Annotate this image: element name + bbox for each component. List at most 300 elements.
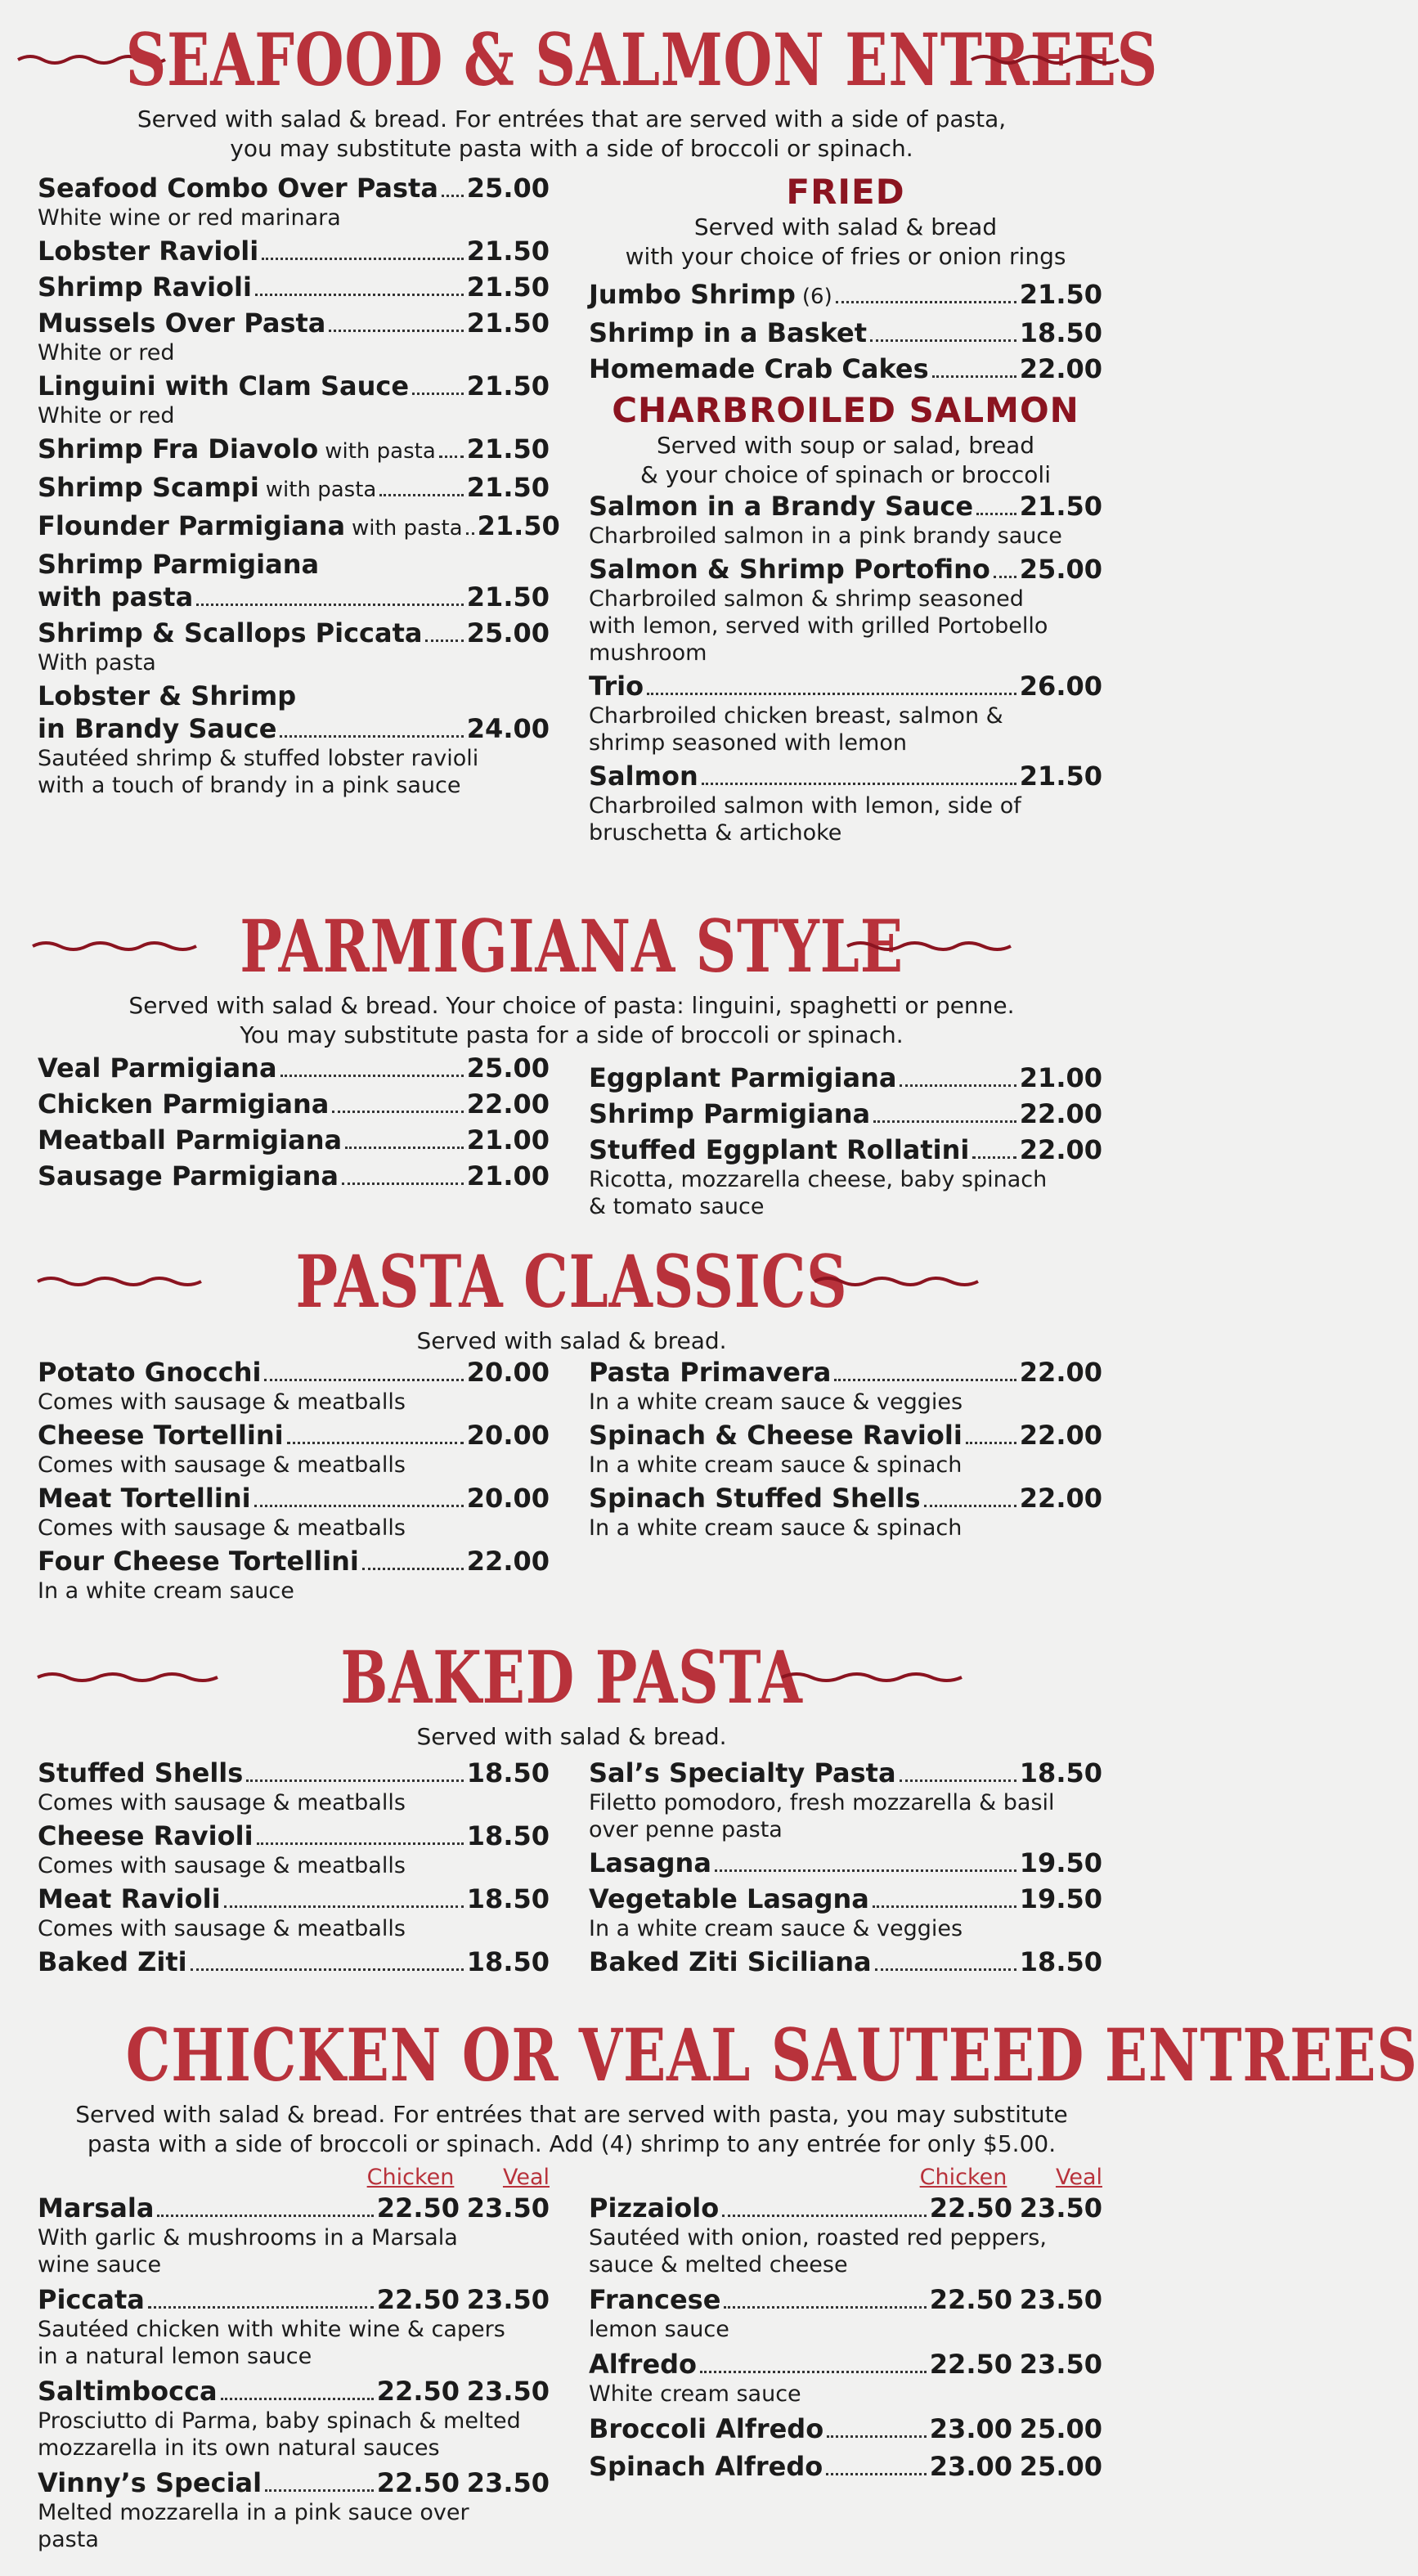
- item-price: 20.00: [466, 1357, 550, 1388]
- dot-leader: [262, 258, 464, 260]
- item-line: [589, 1883, 1102, 1915]
- item-name: Trio: [589, 671, 644, 702]
- pasta-title-row: [0, 1236, 1143, 1326]
- item-line: [38, 1124, 550, 1156]
- menu-item: [589, 1061, 1102, 1094]
- item-note: with pasta: [265, 478, 377, 502]
- item-description: mushroom: [589, 640, 707, 666]
- item-description: Sautéed shrimp & stuffed lobster ravioli: [38, 746, 479, 771]
- item-description: bruschetta & artichoke: [589, 820, 842, 846]
- menu-item: [38, 370, 550, 429]
- baked-section: [0, 1632, 1143, 1752]
- menu-item: [589, 1482, 1102, 1542]
- item-description: In a white cream sauce & spinach: [589, 1452, 963, 1478]
- dot-leader: [224, 1905, 464, 1908]
- item-name-line: [38, 548, 550, 581]
- salmon-items: [589, 490, 1102, 846]
- item-price: 19.50: [1019, 1847, 1102, 1878]
- menu-item: [38, 1419, 550, 1479]
- parm-title: PARMIGIANA STYLE: [240, 904, 904, 989]
- menu-item: [589, 1356, 1102, 1416]
- item-name: Flounder Parmigiana: [38, 510, 346, 541]
- item-line: [38, 617, 550, 649]
- salmon-desc-1: Served with soup or salad, bread: [656, 432, 1035, 459]
- dot-leader: [221, 2398, 374, 2400]
- item-description: pasta: [38, 2527, 99, 2552]
- pasta-right-column: [589, 1356, 1102, 1545]
- item-name: Lobster Ravioli: [38, 236, 259, 267]
- menu-item: [589, 553, 1102, 666]
- item-line: [589, 316, 1102, 349]
- item-name: Spinach Alfredo: [589, 2451, 823, 2482]
- item-price: 24.00: [466, 713, 550, 744]
- item-name: Stuffed Eggplant Rollatini: [589, 1134, 970, 1165]
- fried-items: [589, 278, 1102, 385]
- item-name: Meatball Parmigiana: [38, 1124, 343, 1156]
- dot-leader: [265, 2489, 374, 2492]
- item-price: 25.00: [466, 617, 550, 648]
- item-description: with a touch of brandy in a pink sauce: [38, 773, 461, 798]
- dot-leader: [870, 339, 1016, 342]
- item-name: Saltimbocca: [38, 2376, 218, 2407]
- dot-leader: [647, 693, 1016, 695]
- item-line: [589, 2450, 1102, 2483]
- salmon-subhead: CHARBROILED SALMON: [612, 390, 1079, 430]
- dot-leader: [342, 1183, 464, 1185]
- item-line: [38, 1356, 550, 1389]
- dot-leader: [442, 195, 464, 197]
- item-name: Francese: [589, 2284, 721, 2315]
- item-line: [38, 2466, 550, 2499]
- item-name: Shrimp & Scallops Piccata: [38, 617, 423, 648]
- pasta-desc: Served with salad & bread.: [416, 1327, 727, 1354]
- veal-column-header: Veal: [1055, 2165, 1102, 2190]
- seafood-right-column: [589, 172, 1102, 850]
- chicken-left-items: [38, 2192, 550, 2553]
- item-name: Vegetable Lasagna: [589, 1883, 869, 1914]
- parm-left-column: [38, 1052, 550, 1196]
- item-line: [38, 307, 550, 339]
- item-name: Pasta Primavera: [589, 1357, 832, 1388]
- item-name: Meat Tortellini: [38, 1483, 251, 1514]
- menu-item: [589, 760, 1102, 846]
- item-price: 22.00: [1019, 1134, 1102, 1165]
- item-line: [38, 1052, 550, 1084]
- item-line: [38, 172, 550, 204]
- menu-item: [589, 490, 1102, 550]
- price-column-headers: [589, 2164, 1102, 2192]
- item-description: Ricotta, mozzarella cheese, baby spinach: [589, 1167, 1048, 1192]
- dot-leader: [148, 2306, 374, 2309]
- item-description: Filetto pomodoro, fresh mozzarella & basil: [589, 1790, 1055, 1815]
- item-description: over penne pasta: [589, 1817, 783, 1842]
- veal-column-header: Veal: [502, 2165, 550, 2190]
- chicken-price: 22.50: [929, 2284, 1012, 2315]
- item-price: 21.50: [1019, 279, 1102, 310]
- chicken-price: 22.50: [376, 2376, 460, 2407]
- chicken-right-column: [589, 2164, 1102, 2488]
- item-description: Comes with sausage & meatballs: [38, 1790, 406, 1815]
- veal-price: 23.50: [466, 2192, 550, 2224]
- veal-price: 23.50: [466, 2284, 550, 2315]
- menu-item: [38, 2466, 550, 2553]
- item-price: 18.50: [466, 1883, 550, 1914]
- item-description: Charbroiled salmon & shrimp seasoned: [589, 586, 1024, 612]
- chicken-desc-2: pasta with a side of broccoli or spinach. Add (4) shrimp to any entrée for only $5.00.: [87, 2130, 1057, 2157]
- item-price: 21.00: [466, 1160, 550, 1192]
- menu-item: [589, 1883, 1102, 1942]
- item-name: Alfredo: [589, 2349, 698, 2380]
- item-name: Marsala: [38, 2192, 155, 2224]
- menu-item: [38, 471, 550, 506]
- item-line: [589, 1133, 1102, 1166]
- parm-desc-2: You may substitute pasta for a side of broccoli or spinach.: [240, 1021, 904, 1048]
- baked-desc: Served with salad & bread.: [416, 1723, 727, 1750]
- salmon-desc-2: & your choice of spinach or broccoli: [640, 461, 1051, 488]
- chicken-price: 23.00: [929, 2451, 1012, 2482]
- dot-leader: [264, 1379, 463, 1381]
- dot-leader: [976, 513, 1016, 515]
- item-price: 21.50: [466, 433, 550, 464]
- item-name-line: [38, 680, 550, 712]
- dot-leader: [722, 2215, 927, 2217]
- chicken-left-column: [38, 2164, 550, 2558]
- item-name: Four Cheese Tortellini: [38, 1546, 359, 1577]
- item-price: 22.00: [466, 1546, 550, 1577]
- chicken-price: 22.50: [929, 2192, 1012, 2224]
- wave-ornament-right: [972, 52, 1119, 68]
- wave-ornament-right: [782, 1669, 962, 1685]
- item-name: Mussels Over Pasta: [38, 307, 326, 339]
- menu-item: [589, 1847, 1102, 1879]
- item-line: [589, 352, 1102, 385]
- dot-leader: [254, 1505, 464, 1507]
- menu-item: [589, 278, 1102, 313]
- menu-item: [38, 1883, 550, 1942]
- item-description: Prosciutto di Parma, baby spinach & melted: [38, 2408, 521, 2434]
- item-line: [589, 2283, 1102, 2316]
- chicken-right-items: [589, 2192, 1102, 2483]
- item-name: Lasagna: [589, 1847, 711, 1878]
- item-note: with pasta: [325, 439, 436, 464]
- menu-item: [38, 1482, 550, 1542]
- item-line: [589, 1356, 1102, 1389]
- item-line: [38, 370, 550, 402]
- menu-item: [38, 1356, 550, 1416]
- seafood-desc-2: you may substitute pasta with a side of broccoli or spinach.: [230, 135, 913, 162]
- dot-leader: [875, 1968, 1016, 1971]
- dot-leader: [157, 2215, 373, 2217]
- item-price: 26.00: [1019, 671, 1102, 702]
- item-price: 21.50: [466, 370, 550, 402]
- dot-leader: [412, 393, 464, 395]
- item-name: Shrimp in a Basket: [589, 317, 868, 348]
- menu-item: [38, 1945, 550, 1978]
- chicken-price: 22.50: [376, 2467, 460, 2498]
- wave-ornament-right: [847, 938, 1011, 954]
- item-price: 21.50: [466, 307, 550, 339]
- menu-item: [38, 1545, 550, 1604]
- seafood-title-row: [0, 15, 1159, 105]
- item-name: Seafood Combo Over Pasta: [38, 173, 438, 204]
- menu-item: [589, 1419, 1102, 1479]
- dot-leader: [255, 294, 464, 296]
- chicken-price: 22.50: [929, 2349, 1012, 2380]
- item-price: 22.00: [1019, 1098, 1102, 1129]
- dot-leader: [873, 1905, 1016, 1908]
- item-description: Sautéed with onion, roasted red peppers,: [589, 2225, 1047, 2251]
- dot-leader: [332, 1111, 463, 1113]
- dot-leader: [345, 1147, 464, 1149]
- veal-price: 23.50: [466, 2376, 550, 2407]
- chicken-price: 22.50: [376, 2192, 460, 2224]
- item-line: [589, 760, 1102, 792]
- item-description: White or red: [38, 340, 175, 366]
- item-line: [38, 1545, 550, 1577]
- menu-item: [38, 271, 550, 303]
- item-name: Linguini with Clam Sauce: [38, 370, 410, 402]
- item-description: White cream sauce: [589, 2381, 801, 2407]
- item-line: [38, 2192, 550, 2224]
- item-note: with pasta: [352, 516, 463, 541]
- item-name: Potato Gnocchi: [38, 1357, 262, 1388]
- dot-leader: [700, 2371, 927, 2373]
- item-name: Chicken Parmigiana: [38, 1088, 330, 1120]
- seafood-section: [0, 15, 1159, 164]
- item-description: Comes with sausage & meatballs: [38, 1389, 406, 1415]
- dot-leader: [191, 1968, 464, 1971]
- chicken-column-header: Chicken: [919, 2165, 1007, 2190]
- item-line: [589, 1847, 1102, 1879]
- menu-item: [589, 2348, 1102, 2408]
- item-price: 22.00: [466, 1088, 550, 1120]
- item-line: [38, 1482, 550, 1515]
- veal-price: 25.00: [1019, 2451, 1102, 2482]
- menu-item: [38, 680, 550, 799]
- menu-item: [589, 2450, 1102, 2483]
- item-price: 21.50: [477, 510, 560, 541]
- item-line: [38, 1820, 550, 1852]
- item-price: 21.50: [466, 581, 550, 613]
- menu-item: [38, 433, 550, 468]
- parm-desc-1: Served with salad & bread. Your choice of pasta: linguini, spaghetti or penne.: [128, 992, 1015, 1019]
- baked-title: BAKED PASTA: [340, 1635, 803, 1720]
- item-name: Broccoli Alfredo: [589, 2413, 824, 2444]
- menu-item: [589, 1097, 1102, 1130]
- dot-leader: [439, 456, 464, 458]
- menu-item: [38, 2375, 550, 2462]
- item-description: Comes with sausage & meatballs: [38, 1853, 406, 1878]
- parm-section: [0, 901, 1143, 1050]
- wave-ornament-right: [814, 1273, 978, 1290]
- item-name: Veal Parmigiana: [38, 1052, 277, 1084]
- dot-leader: [287, 1442, 464, 1444]
- item-description: Comes with sausage & meatballs: [38, 1452, 406, 1478]
- dot-leader: [280, 735, 463, 738]
- item-description: In a white cream sauce & spinach: [589, 1515, 963, 1541]
- item-name: Homemade Crab Cakes: [589, 353, 929, 384]
- dot-leader: [280, 1075, 464, 1077]
- item-line: [38, 1757, 550, 1789]
- item-name: Stuffed Shells: [38, 1757, 244, 1788]
- item-name: Cheese Ravioli: [38, 1820, 254, 1851]
- item-name: Salmon in a Brandy Sauce: [589, 491, 974, 522]
- dot-leader: [425, 640, 463, 642]
- item-name: Shrimp Scampi: [38, 472, 259, 503]
- item-name: Meat Ravioli: [38, 1883, 221, 1914]
- item-line: [589, 1097, 1102, 1130]
- item-price: 18.50: [1019, 317, 1102, 348]
- pasta-left-column: [38, 1356, 550, 1608]
- menu-item: [38, 2283, 550, 2370]
- baked-right-column: [589, 1757, 1102, 1981]
- item-line: [38, 1419, 550, 1452]
- chicken-title-row: [0, 2010, 1418, 2100]
- chicken-desc-1: Served with salad & bread. For entrées that are served with pasta, you may substitute: [75, 2101, 1068, 2128]
- item-name: Piccata: [38, 2284, 145, 2315]
- item-line: [589, 1757, 1102, 1789]
- dot-leader: [827, 2435, 927, 2438]
- veal-price: 23.50: [1019, 2349, 1102, 2380]
- item-price: 21.50: [1019, 761, 1102, 792]
- menu-item: [589, 2192, 1102, 2278]
- item-price: 25.00: [466, 1052, 550, 1084]
- item-description: White or red: [38, 403, 175, 429]
- item-line: [589, 278, 1102, 313]
- item-price: 21.50: [466, 236, 550, 267]
- menu-item: [589, 2283, 1102, 2343]
- dot-leader: [466, 532, 474, 535]
- dot-leader: [900, 1084, 1016, 1087]
- menu-item: [38, 1124, 550, 1156]
- veal-price: 23.50: [466, 2467, 550, 2498]
- item-price: 22.00: [1019, 1420, 1102, 1451]
- price-column-headers: [38, 2164, 550, 2192]
- dot-leader: [932, 375, 1016, 378]
- item-name: Baked Ziti: [38, 1946, 187, 1977]
- item-line: [38, 471, 550, 506]
- item-name: Eggplant Parmigiana: [589, 1062, 897, 1093]
- item-line: [589, 2192, 1102, 2224]
- item-description: White wine or red marinara: [38, 205, 341, 231]
- fried-subhead: FRIED: [786, 172, 905, 212]
- item-line: [589, 490, 1102, 523]
- item-price: 18.50: [466, 1946, 550, 1977]
- item-line: [38, 1883, 550, 1915]
- item-name: Sal’s Specialty Pasta: [589, 1757, 896, 1788]
- item-line: [38, 433, 550, 468]
- menu-item: [589, 2412, 1102, 2445]
- item-line: [589, 2412, 1102, 2445]
- item-description: shrimp seasoned with lemon: [589, 730, 907, 756]
- item-line: [38, 581, 550, 613]
- item-name: Salmon & Shrimp Portofino: [589, 554, 990, 585]
- item-name: Spinach Stuffed Shells: [589, 1483, 921, 1514]
- chicken-price: 22.50: [376, 2284, 460, 2315]
- item-description: sauce & melted cheese: [589, 2252, 848, 2278]
- item-name: Vinny’s Special: [38, 2467, 263, 2498]
- item-line: [38, 1160, 550, 1192]
- item-name: Lobster & Shrimp: [38, 680, 297, 711]
- item-name: Jumbo Shrimp: [589, 279, 796, 310]
- menu-item: [589, 670, 1102, 756]
- menu-item: [589, 1945, 1102, 1978]
- menu-item: [38, 172, 550, 231]
- chicken-column-header: Chicken: [366, 2165, 455, 2190]
- item-description: wine sauce: [38, 2252, 162, 2278]
- item-price: 20.00: [466, 1483, 550, 1514]
- item-line: [589, 670, 1102, 702]
- veal-price: 23.50: [1019, 2284, 1102, 2315]
- dot-leader: [329, 330, 463, 332]
- veal-price: 25.00: [1019, 2413, 1102, 2444]
- item-name: Cheese Tortellini: [38, 1420, 284, 1451]
- item-name: Shrimp Parmigiana: [38, 549, 320, 580]
- chicken-section: [0, 2010, 1418, 2159]
- item-price: 21.00: [466, 1124, 550, 1156]
- item-price: 18.50: [1019, 1946, 1102, 1977]
- item-description: In a white cream sauce: [38, 1578, 294, 1604]
- item-name: Shrimp Ravioli: [38, 272, 252, 303]
- dot-leader: [966, 1442, 1016, 1444]
- item-description: mozzarella in its own natural sauces: [38, 2435, 440, 2461]
- seafood-left-column: [38, 172, 560, 802]
- dot-leader: [836, 301, 1016, 303]
- dot-leader: [994, 576, 1016, 578]
- item-line: [38, 235, 550, 267]
- item-description: With pasta: [38, 650, 156, 675]
- item-price: 20.00: [466, 1420, 550, 1451]
- menu-item: [589, 352, 1102, 385]
- item-price: 22.00: [1019, 353, 1102, 384]
- item-name: in Brandy Sauce: [38, 713, 277, 744]
- item-description: Charbroiled salmon in a pink brandy sauce: [589, 523, 1062, 549]
- menu-item: [38, 1052, 550, 1084]
- dot-leader: [900, 1779, 1016, 1782]
- chicken-price: 23.00: [929, 2413, 1012, 2444]
- item-price: 21.50: [466, 272, 550, 303]
- item-name: Shrimp Parmigiana: [589, 1098, 871, 1129]
- pasta-section: [0, 1236, 1143, 1356]
- item-line: [38, 1945, 550, 1978]
- menu-item: [38, 1088, 550, 1120]
- item-description: lemon sauce: [589, 2317, 729, 2342]
- item-description: in a natural lemon sauce: [38, 2344, 312, 2369]
- item-description: Charbroiled salmon with lemon, side of: [589, 793, 1021, 819]
- item-price: 25.00: [1019, 554, 1102, 585]
- item-price: 22.00: [1019, 1483, 1102, 1514]
- parm-right-column: [589, 1061, 1102, 1223]
- menu-item: [38, 617, 550, 676]
- menu-item: [38, 509, 560, 545]
- item-line: [589, 1482, 1102, 1515]
- item-price: 21.00: [1019, 1062, 1102, 1093]
- item-line: [38, 2375, 550, 2408]
- item-line: [38, 2283, 550, 2316]
- item-name: with pasta: [38, 581, 194, 613]
- fried-desc-1: Served with salad & bread: [693, 213, 998, 240]
- fried-desc-2: with your choice of fries or onion rings: [625, 243, 1066, 270]
- menu-item: [38, 548, 550, 613]
- item-name: Baked Ziti Siciliana: [589, 1946, 872, 1977]
- baked-title-row: [0, 1632, 1143, 1722]
- item-price: 25.00: [466, 173, 550, 204]
- dot-leader: [826, 2473, 927, 2475]
- dot-leader: [257, 1842, 464, 1845]
- menu-item: [38, 1757, 550, 1816]
- parm-title-row: [0, 901, 1143, 991]
- menu-item: [589, 1133, 1102, 1220]
